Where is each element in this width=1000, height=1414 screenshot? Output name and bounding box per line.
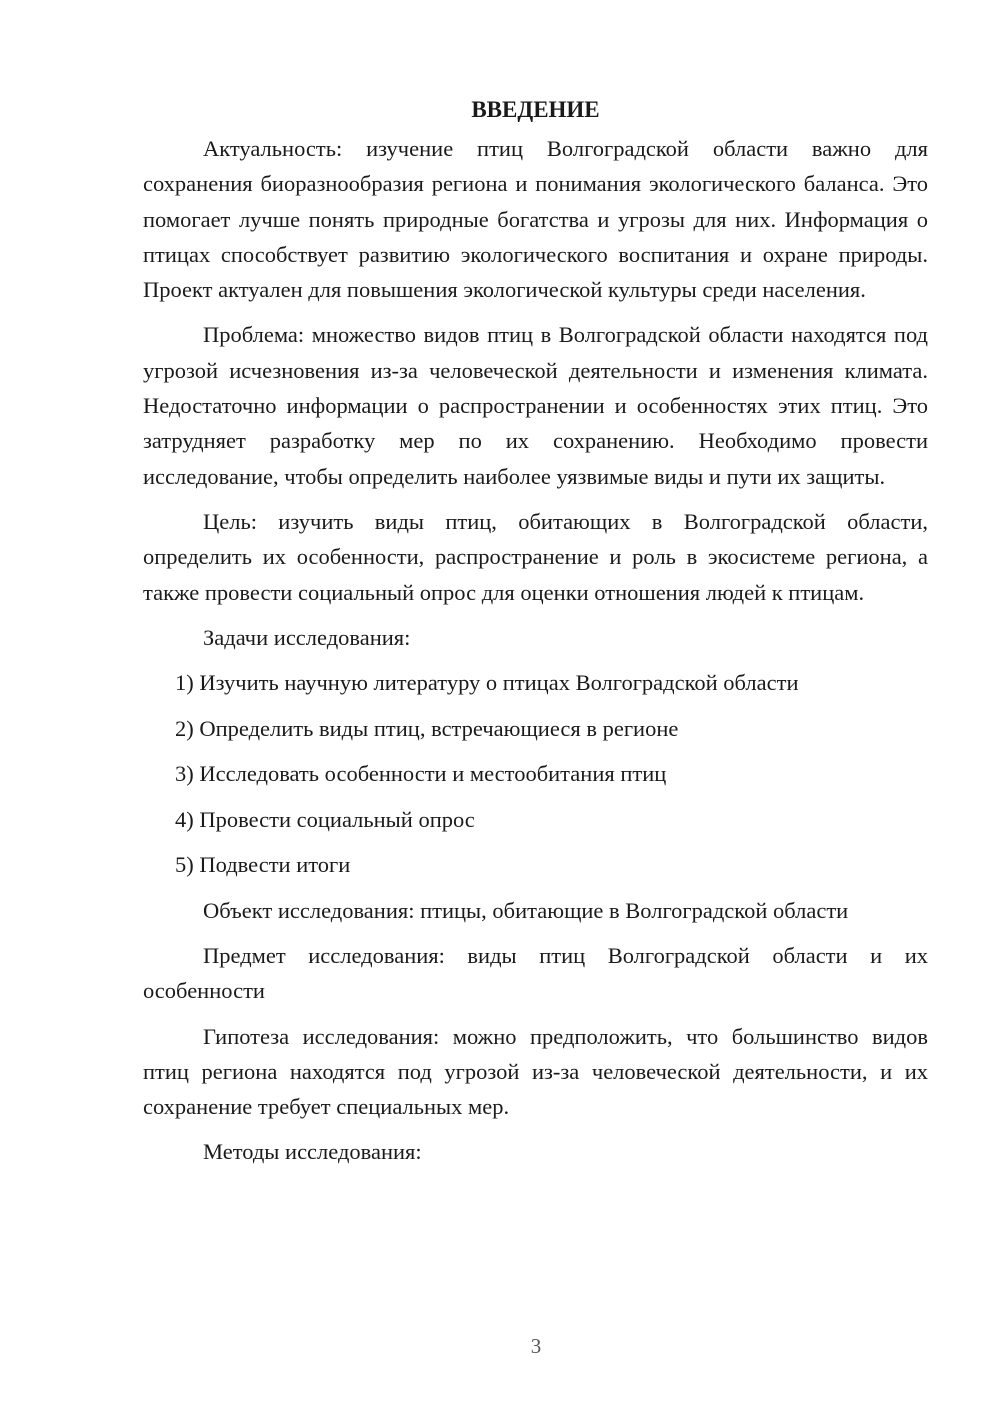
paragraph-goal: Цель: изучить виды птиц, обитающих в Волгоградской области, определить их особенности, распространение и роль в экосистеме региона, а также провести социальный опрос для оценки отношения людей к птицам. xyxy=(143,508,928,605)
paragraph-subject: Предмет исследования: виды птиц Волгоградской области и их особенности xyxy=(143,942,928,1004)
paragraph-problem: Проблема: множество видов птиц в Волгоградской области находятся под угрозой исчезновения из-за человеческой деятельности и изменения климата. Недостаточно информации о распространении и особенностях этих птиц. Это затрудняет разработку мер по их сохранению. Необходимо провести исследование, чтобы определить наиболее уязвимые виды и пути их защиты. xyxy=(143,322,928,489)
list-item: 1) Изучить научную литературу о птицах Волгоградской области xyxy=(175,670,799,696)
paragraph-object: Объект исследования: птицы, обитающие в Волгоградской области xyxy=(203,897,849,923)
page-heading: ВВЕДЕНИЕ xyxy=(471,97,600,122)
paragraph-hypothesis: Гипотеза исследования: можно предположить, что большинство видов птиц региона находятся под угрозой из-за человеческой деятельности, и их сохранение требует специальных мер. xyxy=(143,1023,928,1120)
list-item: 3) Исследовать особенности и местообитания птиц xyxy=(175,761,667,787)
paragraph-tasks-title: Задачи исследования: xyxy=(203,624,411,650)
paragraph-relevance: Актуальность: изучение птиц Волгоградской области важно для сохранения биоразнообразия региона и понимания экологического баланса. Это помогает лучше понять природные богатства и угрозы для них. Информация о птицах способствует развитию экологического воспитания и охране природы. Проект актуален для повышения экологической культуры среди населения. xyxy=(143,136,928,303)
tasks-list xyxy=(143,665,928,882)
list-item: 5) Подвести итоги xyxy=(175,852,351,878)
page-number: 3 xyxy=(530,1334,542,1358)
list-item: 2) Определить виды птиц, встречающиеся в регионе xyxy=(175,715,679,741)
page-content xyxy=(143,92,928,1180)
paragraph-methods-title: Методы исследования: xyxy=(203,1139,422,1165)
list-item: 4) Провести социальный опрос xyxy=(175,806,475,832)
